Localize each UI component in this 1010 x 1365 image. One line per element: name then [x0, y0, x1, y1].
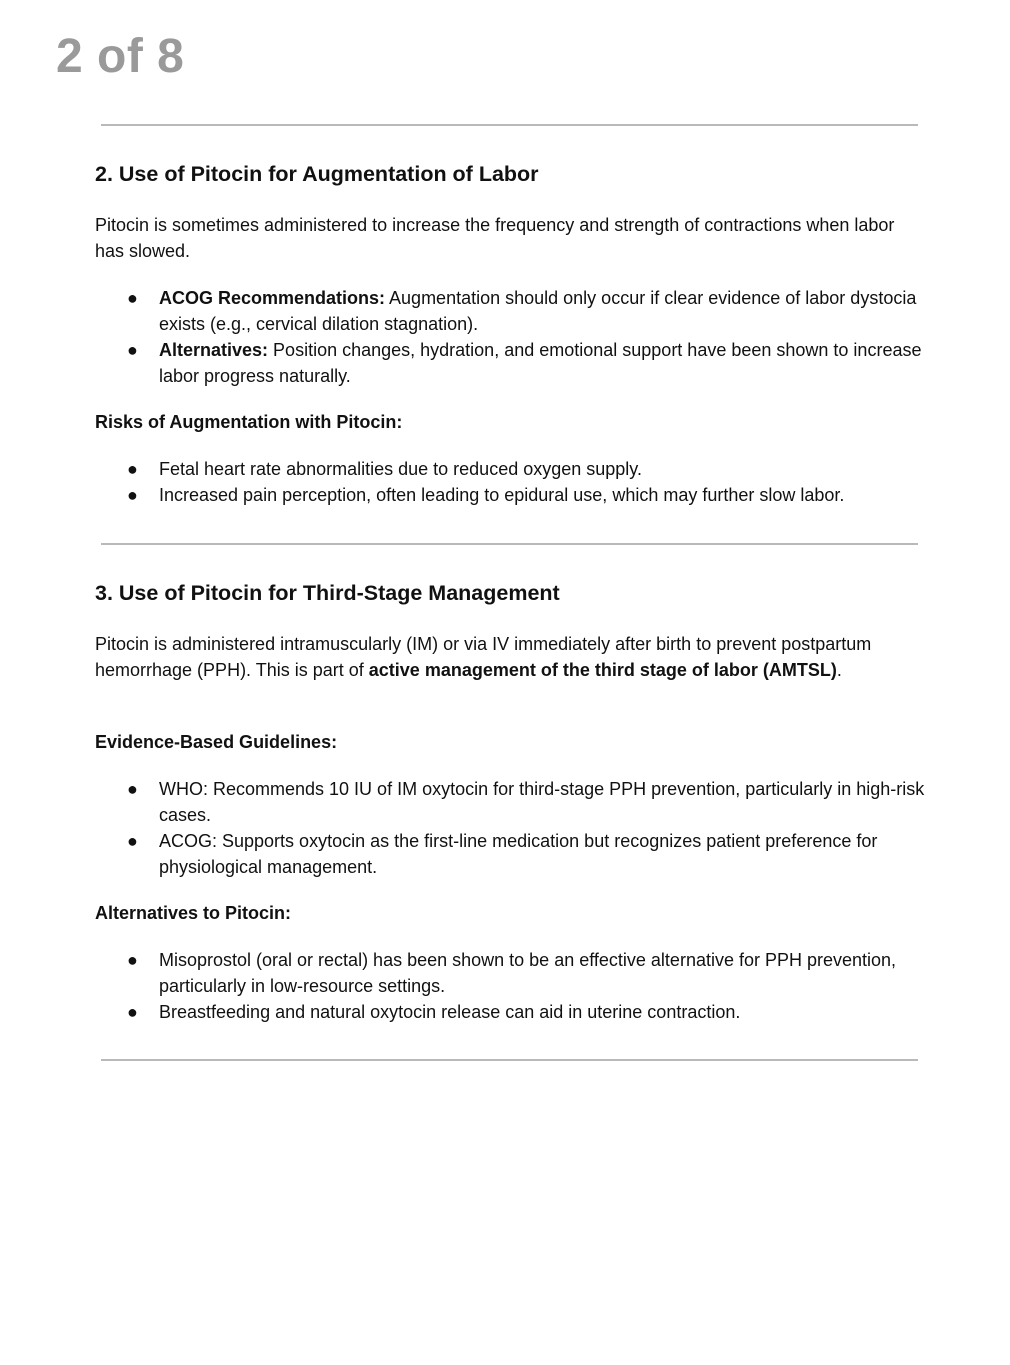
list-item [0, 285, 940, 337]
bullet-icon: ● [127, 1002, 138, 1022]
intro-text-end: . [836, 660, 842, 680]
section-2-bullet-list [0, 285, 940, 389]
bullet-icon: ● [127, 459, 138, 479]
list-item [0, 482, 940, 508]
bullet-icon: ● [127, 950, 138, 970]
list-item [0, 828, 940, 880]
list-item [0, 456, 940, 482]
section-3-intro [95, 631, 925, 683]
section-divider [101, 543, 918, 545]
bullet-icon: ● [127, 288, 138, 308]
risks-list [0, 456, 940, 508]
section-2-intro: Pitocin is sometimes administered to increase the frequency and strength of contractions when labor has slowed. [95, 215, 895, 261]
bullet-text: Increased pain perception, often leading to epidural use, which may further slow labor. [159, 485, 845, 505]
bullet-text: Fetal heart rate abnormalities due to reduced oxygen supply. [159, 459, 642, 479]
section-2-title: 2. Use of Pitocin for Augmentation of Labor [95, 162, 539, 186]
list-item [0, 947, 940, 999]
list-item [0, 999, 940, 1025]
bullet-text: WHO: Recommends 10 IU of IM oxytocin for third-stage PPH prevention, particularly in high-risk cases. [159, 779, 925, 825]
alternatives-heading: Alternatives to Pitocin: [95, 903, 292, 923]
intro-bold-term: active management of the third stage of labor (AMTSL) [368, 660, 837, 680]
risks-heading: Risks of Augmentation with Pitocin: [95, 412, 403, 432]
bullet-label: ACOG Recommendations: [159, 288, 386, 308]
bullet-icon: ● [127, 831, 138, 851]
bullet-text: Breastfeeding and natural oxytocin release can aid in uterine contraction. [159, 1002, 741, 1022]
bullet-text: Misoprostol (oral or rectal) has been shown to be an effective alternative for PPH prevention, particularly in low-resource settings. [159, 950, 897, 996]
bullet-text: ACOG: Supports oxytocin as the first-line medication but recognizes patient preference for physiological management. [159, 831, 878, 877]
bullet-label: Alternatives: [159, 340, 269, 360]
list-item [0, 337, 940, 389]
intro-text: Pitocin is administered intramuscularly (IM) or via IV immediately after birth to prevent postpartum hemorrhage (PPH). This is part of [95, 634, 872, 680]
guidelines-heading: Evidence-Based Guidelines: [95, 732, 338, 752]
guidelines-list [0, 776, 940, 880]
section-3-title: 3. Use of Pitocin for Third-Stage Management [95, 581, 560, 605]
list-item [0, 776, 940, 828]
section-divider [101, 1059, 918, 1061]
page-indicator: 2 of 8 [56, 30, 185, 83]
bullet-icon: ● [127, 779, 138, 799]
bullet-icon: ● [127, 340, 138, 360]
bullet-text: Augmentation should only occur if clear evidence of labor dystocia exists (e.g., cervical dilation stagnation). [159, 288, 917, 334]
alternatives-list [0, 947, 940, 1025]
bullet-icon: ● [127, 485, 138, 505]
section-divider [101, 124, 918, 126]
bullet-text: Position changes, hydration, and emotional support have been shown to increase labor progress naturally. [159, 340, 922, 386]
